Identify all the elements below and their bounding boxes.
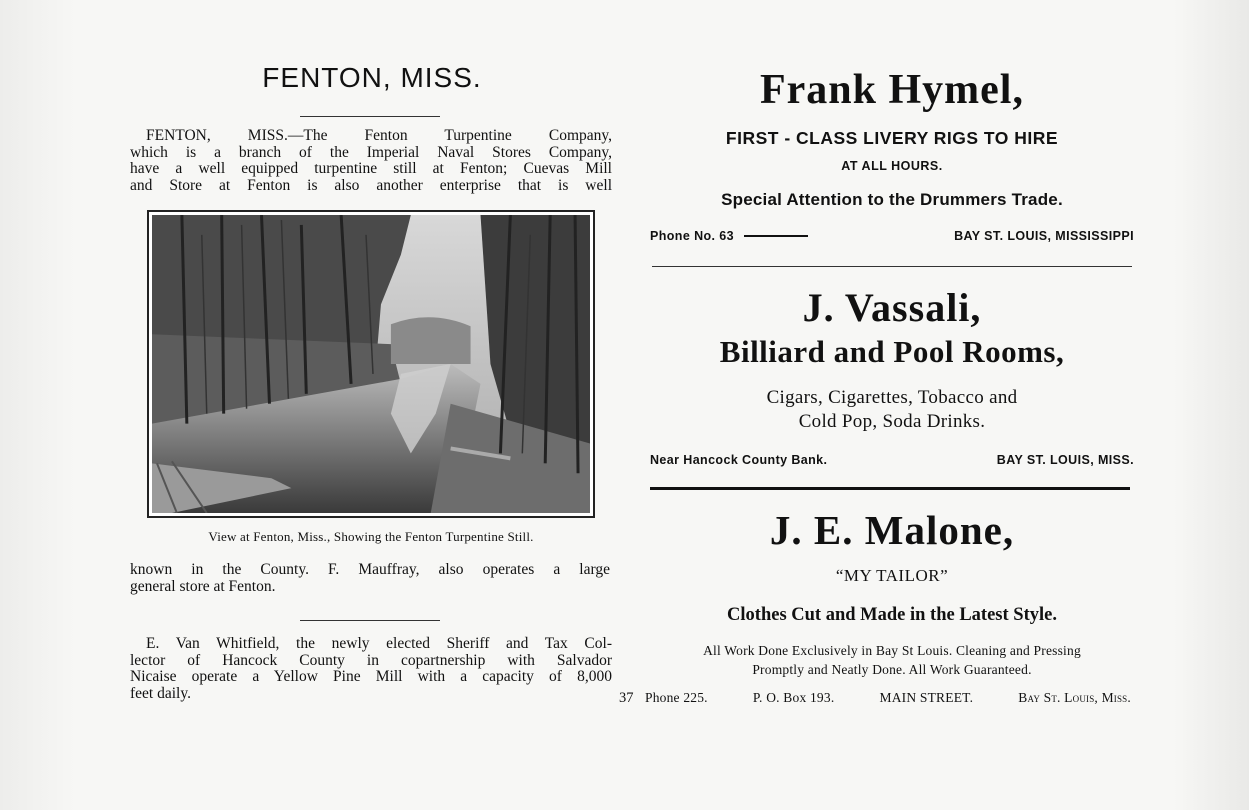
text-line: FENTON, MISS.—The Fenton Turpentine Company, bbox=[146, 127, 612, 144]
text-line: and Store at Fenton is also another enterprise that is well bbox=[130, 176, 612, 194]
whitfield-paragraph bbox=[130, 636, 612, 702]
fenton-paragraph-1 bbox=[130, 128, 612, 194]
page-title: FENTON, MISS. bbox=[262, 62, 482, 93]
fenton-photo bbox=[147, 210, 595, 518]
goods-line: Cigars, Cigarettes, Tobacco and bbox=[766, 387, 1018, 408]
dash-rule bbox=[744, 235, 808, 237]
text-line: lector of Hancock County in copartnership with Salvador bbox=[130, 651, 612, 669]
photo-caption: View at Fenton, Miss., Showing the Fenton Turpentine Still. bbox=[208, 529, 534, 544]
malone-ad-slogan: “MY TAILOR” bbox=[835, 566, 949, 585]
malone-location: Bay St. Louis, Miss. bbox=[1018, 690, 1131, 705]
vassali-ad-goods bbox=[650, 386, 1134, 434]
hymel-phone: Phone No. 63 bbox=[650, 229, 734, 243]
page-number: 37 bbox=[619, 690, 634, 706]
malone-ad-name: J. E. Malone, bbox=[769, 507, 1015, 553]
hymel-ad-name: Frank Hymel, bbox=[760, 67, 1024, 113]
malone-pobox: P. O. Box 193. bbox=[752, 690, 835, 705]
malone-ad-footer bbox=[645, 690, 1131, 706]
hymel-ad-footer bbox=[650, 229, 1134, 243]
text-line: Nicaise operate a Yellow Pine Mill with a capacity of 8,000 bbox=[130, 668, 612, 685]
malone-street: MAIN STREET. bbox=[879, 690, 974, 705]
vassali-location: BAY ST. LOUIS, MISS. bbox=[996, 453, 1134, 467]
malone-ad-details bbox=[650, 641, 1134, 679]
text-line: E. Van Whitfield, the newly elected Sheriff and Tax Col- bbox=[146, 635, 612, 652]
text-line: known in the County. F. Mauffray, also operates a large bbox=[130, 561, 610, 578]
ad-divider-thick bbox=[650, 487, 1130, 490]
fenton-photo-image bbox=[152, 215, 590, 513]
hymel-ad-line3: Special Attention to the Drummers Trade. bbox=[721, 190, 1063, 209]
hymel-ad-line1: FIRST - CLASS LIVERY RIGS TO HIRE bbox=[725, 128, 1059, 148]
text-line: feet daily. bbox=[130, 684, 191, 702]
malone-phone: Phone 225. bbox=[645, 690, 708, 705]
goods-line: Cold Pop, Soda Drinks. bbox=[798, 411, 986, 432]
vassali-ad-business: Billiard and Pool Rooms, bbox=[719, 334, 1065, 369]
ad-divider bbox=[652, 266, 1132, 267]
text-line: which is a branch of the Imperial Naval Stores Company, bbox=[130, 143, 612, 161]
vassali-ad-footer bbox=[650, 453, 1134, 467]
vassali-near: Near Hancock County Bank. bbox=[650, 453, 828, 467]
text-line: have a well equipped turpentine still at Fenton; Cuevas Mill bbox=[130, 160, 612, 177]
hymel-location: BAY ST. LOUIS, MISSISSIPPI bbox=[954, 229, 1134, 243]
details-line: All Work Done Exclusively in Bay St Louis. Cleaning and Pressing bbox=[703, 643, 1081, 658]
malone-ad-tagline: Clothes Cut and Made in the Latest Style. bbox=[727, 605, 1057, 625]
fenton-paragraph-2 bbox=[130, 562, 610, 595]
hymel-ad-line2: AT ALL HOURS. bbox=[841, 159, 943, 173]
section-divider bbox=[300, 620, 440, 621]
vassali-ad-name: J. Vassali, bbox=[802, 285, 982, 330]
title-divider bbox=[300, 116, 440, 117]
text-line: general store at Fenton. bbox=[130, 577, 276, 595]
details-line: Promptly and Neatly Done. All Work Guaranteed. bbox=[752, 662, 1032, 677]
hymel-phone-group bbox=[650, 229, 808, 243]
